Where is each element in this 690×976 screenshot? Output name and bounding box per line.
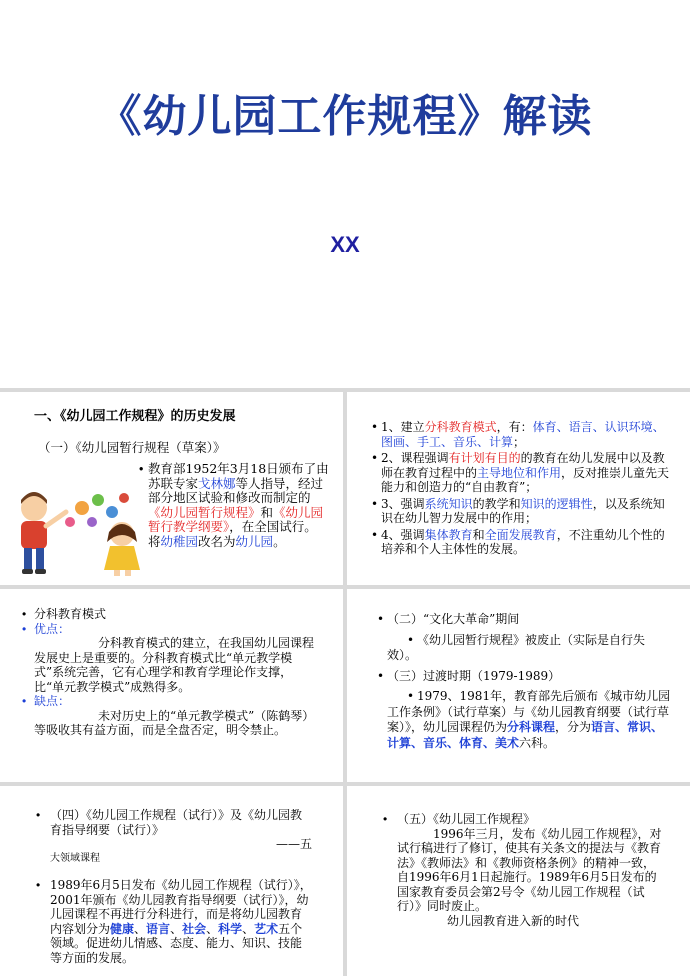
title-slide [0, 0, 690, 388]
t: 主导地位和作用 [477, 465, 562, 480]
t: 、 [242, 921, 255, 936]
t: 、 [170, 921, 183, 936]
t: （四）《幼儿园工作规程（试行）》及《幼儿园教育指导纲要（试行）》 [50, 808, 303, 837]
t: 系统知识 [424, 496, 473, 511]
slide1-paragraph [139, 461, 333, 549]
slide-features [347, 392, 690, 585]
revision-paragraph: 1996年三月，发布《幼儿园工作规程》，对试行稿进行了修订，使其有关条文的提法与《教育法》《教师法》和《教师资格条例》的精神一致，自1996年6月1日起施行。1989年6月5日发布的国家教育委员会第2号令《幼儿园工作规程（试行）》同时废止。 [397, 826, 662, 913]
t: 健康 [110, 921, 135, 936]
t: ，分为 [555, 720, 592, 734]
p4: ，在全国试行。 [229, 519, 317, 534]
main-title: 《幼儿园工作规程》解读 [97, 91, 593, 142]
boy-figure [21, 492, 66, 574]
subject-model-heading: • 分科教育模式 [22, 607, 107, 621]
period-item-3: • （三）过渡时期（1979-1989） [377, 669, 673, 685]
revision-closing: 幼儿园教育进入新的时代 [447, 913, 580, 928]
revision-title: • （五）《幼儿园工作规程》 [383, 812, 536, 826]
old-name: 幼稚园 [160, 533, 199, 549]
subject-model-block [22, 607, 322, 738]
t: 优点： [34, 621, 71, 636]
girl-figure [104, 522, 140, 576]
t: 1979、1981年，教育部先后颁布《城市幼儿园工作条例》（试行草案）与《幼儿园教育纲要（试行草案）》，幼儿园课程仍为 [387, 689, 671, 734]
slide-subject-model [0, 589, 343, 782]
t: 1989年6月5日发布《幼儿园工作规程（试行）》，2001年颁布《幼儿园教育指导纲要（试行）》，幼儿园课程不再进行分科进行，而是将幼儿园教育内容划分为 [50, 878, 312, 936]
t: 艺术 [254, 921, 279, 936]
new-name: 幼儿园 [235, 533, 274, 549]
slide1-subheading: （一）《幼儿园暂行规程（草案）》 [38, 440, 226, 455]
t: 社会 [182, 921, 207, 936]
t: 、 [206, 921, 219, 936]
guidelines-block [36, 808, 312, 965]
pros-label: • 优点： [22, 621, 71, 636]
t: 和 [472, 527, 485, 542]
p1: 教育部1952年3月18日颁布了由苏联专家 [148, 461, 329, 491]
t: 缺点： [34, 694, 71, 708]
t: 科学 [218, 921, 243, 936]
t: 2、课程强调 [381, 451, 449, 465]
period-item-1: • （二）“文化大革命”期间 [377, 612, 673, 628]
children-illustration [4, 478, 150, 578]
slide-guidelines [0, 786, 343, 976]
guideline-small: 大领域课程 [50, 852, 100, 864]
t: 有计划有目的 [448, 451, 521, 465]
feature-item-2 [371, 451, 675, 495]
t: ，不注重幼儿个性的培养和个人主体性的发展。 [381, 527, 665, 556]
guideline-tail: ——五 [275, 837, 312, 851]
pros-text: 分科教育模式的建立，在我国幼儿园课程发展史上是重要的。分科教育模式比“单元教学模式”系统完善，它有心理学和教育学理论作支撑，比“单元教学模式”成熟得多。 [34, 636, 315, 694]
t: 知识的逻辑性 [520, 496, 593, 511]
t: 分科教育模式 [34, 607, 107, 621]
bullet-dot: • [139, 462, 144, 476]
t: 语言 [146, 921, 171, 936]
handprint-icons [65, 493, 129, 527]
t: ； [513, 434, 526, 449]
expert-name: 戈林娜 [198, 475, 236, 491]
slide-periods [347, 589, 690, 782]
t: ，有： [496, 420, 533, 434]
slide1-heading: 一、《幼儿园工作规程》的历史发展 [34, 409, 236, 424]
feature-item-3 [371, 497, 675, 526]
t: 六科。 [519, 735, 556, 750]
p7: 。 [273, 533, 286, 549]
t: 五个领域。促进幼儿情感、态度、能力、知识、技能等方面的发展。 [50, 921, 303, 965]
rename-line [148, 535, 333, 550]
t: 分科教育模式 [424, 420, 497, 434]
t: 4、强调 [381, 527, 425, 542]
slide-revision [347, 786, 690, 976]
guideline-paragraph: • 1989年6月5日发布《幼儿园工作规程（试行）》，2001年颁布《幼儿园教育指导纲要（试行）》，幼儿园课程不再进行分科进行，而是将幼儿园教育内容划分为健康、语言、社会、科学、艺术五个领域。促进幼儿情感、态度、能力、知识、技能等方面的发展。 [36, 878, 312, 965]
t: ，以及系统知识在幼儿智力发展中的作用； [381, 496, 665, 525]
p5: 将 [148, 533, 161, 549]
doc-outline: 《幼儿园暂行教学纲要》 [148, 504, 324, 534]
cons-text: 未对历史上的“单元教学模式”（陈鹤琴）等吸收其有益方面，而是全盘否定，明令禁止。 [34, 708, 315, 737]
slide-history [0, 392, 343, 585]
t: 集体教育 [424, 527, 473, 542]
period-item-4 [377, 689, 673, 751]
p2: 等人指导，经过部分地区试验和修改而制定的 [148, 475, 324, 505]
feature-item-4 [371, 528, 675, 557]
periods-list [377, 612, 673, 753]
doc-regulation: 《幼儿园暂行规程》 [148, 504, 261, 520]
t: （五）《幼儿园工作规程》 [397, 812, 536, 826]
t: 语言、常识、计算、音乐、体育、美术 [387, 720, 664, 750]
guideline-title: • （四）《幼儿园工作规程（试行）》及《幼儿园教育指导纲要（试行）》 [36, 808, 303, 837]
features-list [371, 420, 675, 559]
t: ，反对推崇儿童先天能力和创造力的“自由教育”； [381, 465, 670, 494]
t: 全面发展教育 [484, 527, 557, 542]
t: 、 [134, 921, 147, 936]
t: 的教育在幼儿发展中以及教师在教育过程中的 [381, 451, 665, 480]
t: 3、强调 [381, 496, 425, 511]
p3: 和 [260, 504, 274, 520]
feature-item-1 [371, 420, 675, 449]
revision-block [383, 812, 665, 928]
period-item-2: • 《幼儿园暂行规程》被废止（实际是自行失效）。 [377, 633, 673, 664]
author-name: XX [330, 232, 360, 257]
t: 分科课程 [507, 720, 556, 734]
t: 体育、语言、认识环境、图画、手工、音乐、计算 [381, 420, 665, 449]
t: 的教学和 [472, 496, 521, 511]
p6: 改名为 [198, 533, 236, 549]
t: 1、建立 [381, 420, 425, 434]
cons-label: • 缺点： [22, 694, 71, 708]
